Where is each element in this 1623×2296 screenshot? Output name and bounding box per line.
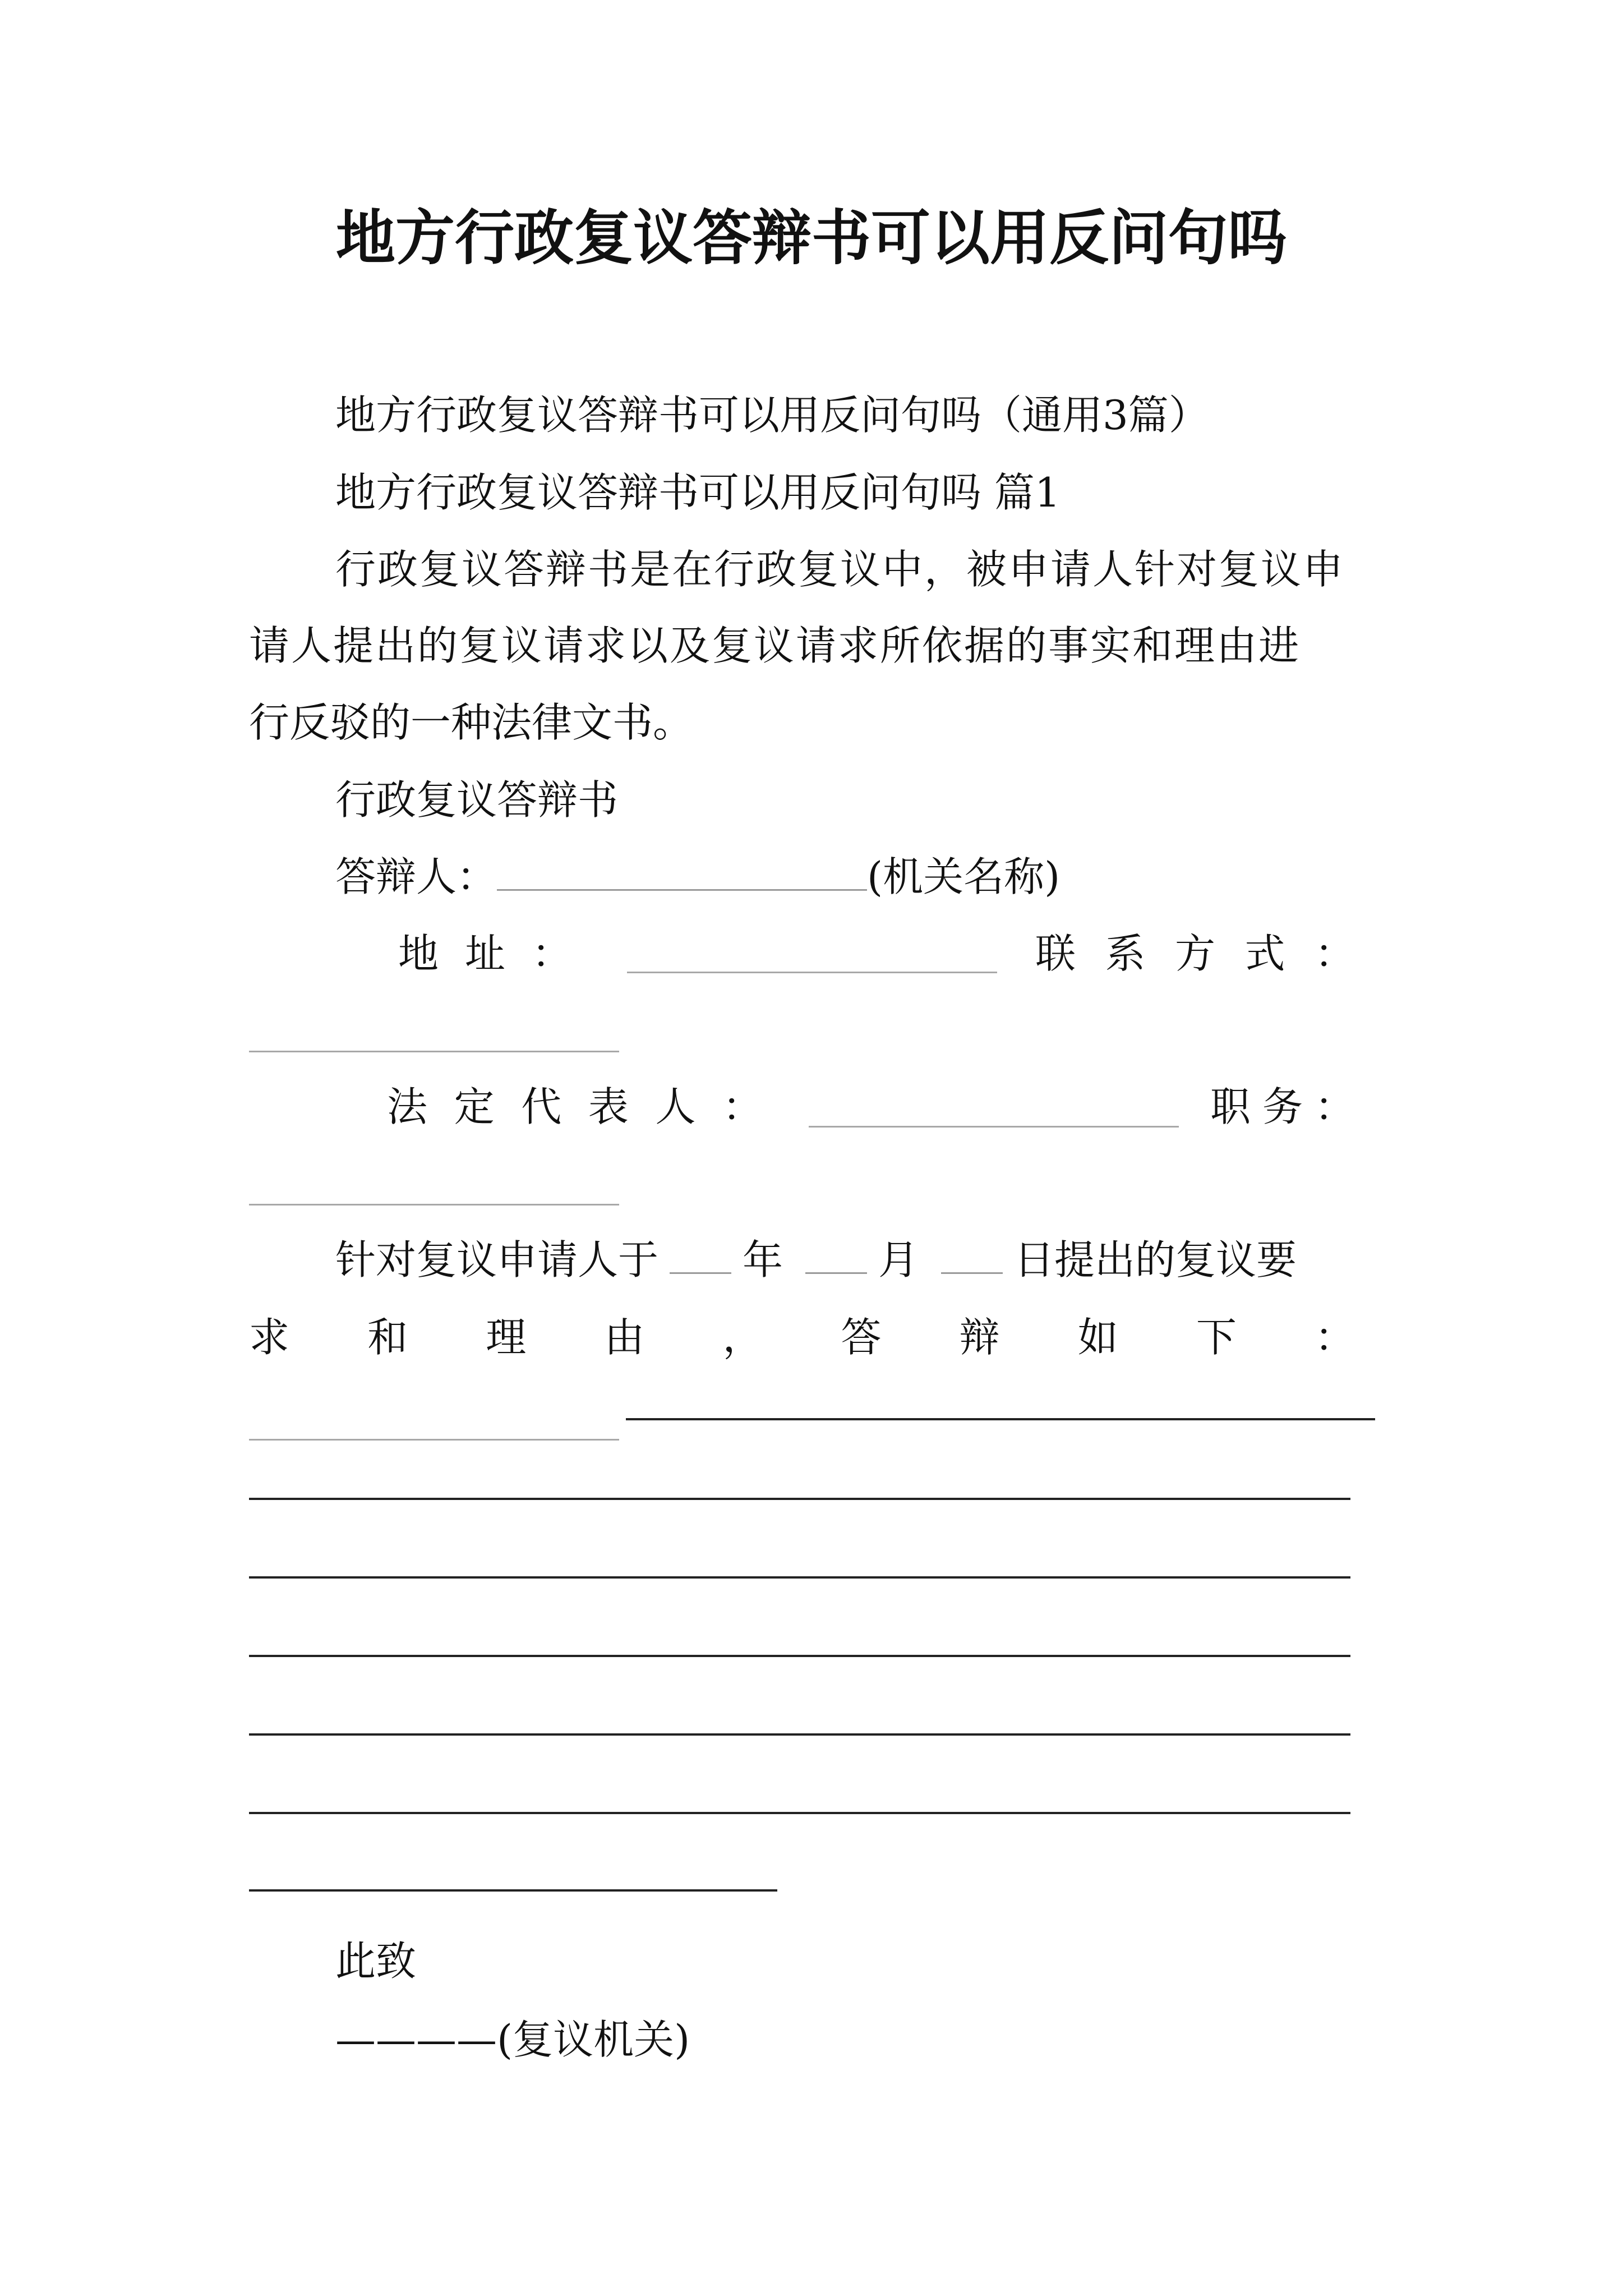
answer-line bbox=[626, 1418, 1375, 1420]
reply-char: 求 bbox=[249, 1314, 290, 1361]
address-label bbox=[398, 927, 572, 981]
contact-char: 系 bbox=[1105, 930, 1146, 977]
legal-rep-char: 法 bbox=[387, 1083, 428, 1130]
legal-rep-char: 表 bbox=[588, 1083, 629, 1130]
address-char: ： bbox=[531, 930, 572, 977]
month-label: 月 bbox=[878, 1236, 919, 1283]
answer-line bbox=[249, 1889, 777, 1892]
contact-blank bbox=[249, 1051, 619, 1052]
day-blank bbox=[941, 1237, 1003, 1274]
position-blank bbox=[249, 1204, 619, 1205]
legal-rep-char: 定 bbox=[454, 1083, 495, 1130]
respondent-blank bbox=[497, 854, 867, 891]
reply-prefix: 针对复议申请人于 bbox=[335, 1236, 659, 1283]
answer-line bbox=[249, 1733, 1350, 1736]
respondent-suffix: (机关名称) bbox=[867, 853, 1061, 900]
year-label: 年 bbox=[743, 1236, 783, 1283]
recipient-dash: ———— bbox=[335, 2016, 497, 2063]
answer-line bbox=[249, 1498, 1350, 1500]
form-title: 行政复议答辩书 bbox=[335, 776, 619, 823]
reply-date-row bbox=[335, 1233, 1297, 1287]
reply-char: 答 bbox=[841, 1314, 882, 1361]
position-char: 职 bbox=[1210, 1083, 1251, 1130]
contact-char: 方 bbox=[1174, 930, 1215, 977]
address-char: 地 bbox=[398, 930, 439, 977]
address-char: 址 bbox=[464, 930, 505, 977]
reply-char: 由 bbox=[604, 1314, 645, 1361]
recipient: (复议机关) bbox=[497, 2016, 690, 2063]
day-suffix: 日提出的复议要 bbox=[1014, 1236, 1297, 1283]
closing: 此致 bbox=[335, 1938, 417, 1985]
month-blank bbox=[805, 1237, 867, 1274]
reply-char: ： bbox=[1314, 1314, 1355, 1361]
respondent-row bbox=[335, 850, 1060, 904]
intro-paragraph-line-1: 行政复议答辩书是在行政复议中，被申请人针对复议申 bbox=[335, 546, 1345, 593]
answer-line bbox=[249, 1812, 1350, 1814]
reply-char: 和 bbox=[367, 1314, 408, 1361]
respondent-label: 答辩人： bbox=[335, 853, 497, 900]
contact-char: 式 bbox=[1244, 930, 1285, 977]
subtitle: 地方行政复议答辩书可以用反问句吗（通用3篇） bbox=[335, 392, 1209, 439]
reply-heading bbox=[249, 1310, 1355, 1364]
reply-char: 辩 bbox=[959, 1314, 1000, 1361]
position-char: ： bbox=[1314, 1083, 1355, 1130]
legal-rep-char: 代 bbox=[521, 1083, 562, 1130]
intro-paragraph-line-3: 行反驳的一种法律文书。 bbox=[249, 699, 694, 746]
intro-paragraph-line-2: 请人提出的复议请求以及复议请求所依据的事实和理由进 bbox=[249, 622, 1301, 669]
recipient-row bbox=[335, 2013, 690, 2067]
address-blank bbox=[627, 972, 997, 973]
year-blank bbox=[670, 1237, 731, 1274]
reply-blank bbox=[249, 1439, 619, 1441]
contact-label bbox=[1035, 927, 1355, 981]
legal-rep-char: 人 bbox=[655, 1083, 696, 1130]
reply-char: 下 bbox=[1196, 1314, 1237, 1361]
position-char: 务 bbox=[1262, 1083, 1303, 1130]
document-title: 地方行政复议答辩书可以用反问句吗 bbox=[336, 204, 1287, 273]
answer-line bbox=[249, 1655, 1350, 1657]
contact-char: ： bbox=[1314, 930, 1355, 977]
legal-rep-blank bbox=[809, 1126, 1179, 1128]
section-heading: 地方行政复议答辩书可以用反问句吗 篇1 bbox=[335, 469, 1061, 516]
legal-rep-char: ： bbox=[722, 1083, 763, 1130]
reply-char: 理 bbox=[486, 1314, 527, 1361]
contact-char: 联 bbox=[1035, 930, 1076, 977]
reply-char: 如 bbox=[1077, 1314, 1118, 1361]
legal-rep-label bbox=[387, 1080, 763, 1134]
position-label bbox=[1210, 1080, 1355, 1134]
reply-char: ， bbox=[722, 1314, 763, 1361]
answer-line bbox=[249, 1576, 1350, 1579]
